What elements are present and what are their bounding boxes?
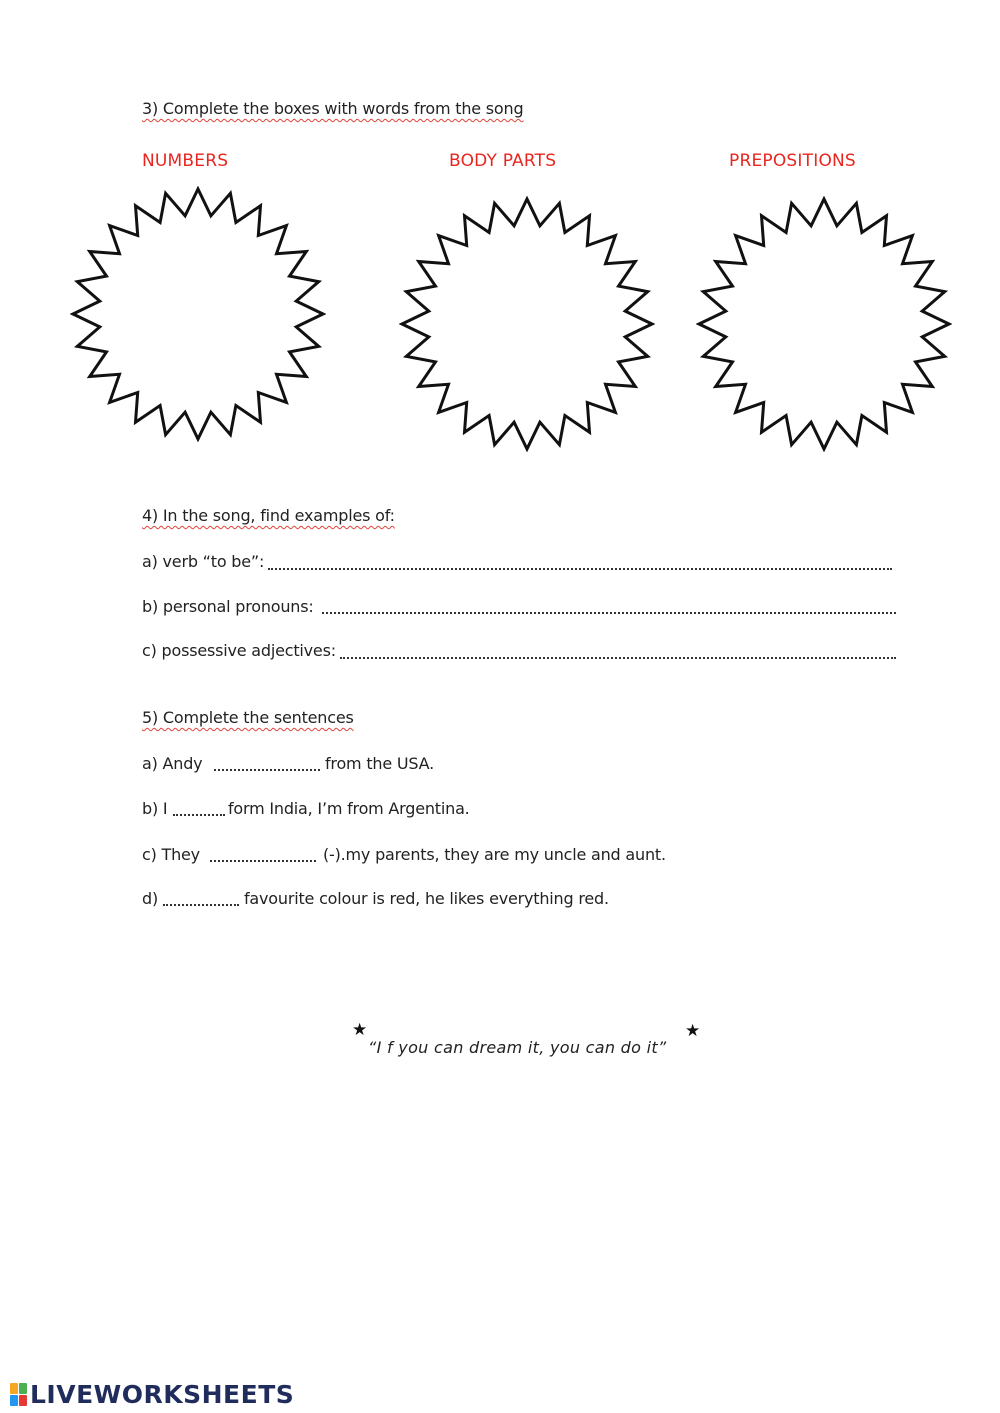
sentence-d-suffix: favourite colour is red, he likes everything red. [244, 889, 609, 908]
motivational-quote: “I f you can dream it, you can do it” [368, 1038, 667, 1057]
possessive-adjectives-answer-line[interactable] [340, 657, 896, 659]
sentence-a-suffix: from the USA. [325, 754, 434, 773]
section-5-title: 5) Complete the sentences [142, 708, 354, 727]
sentence-a-prefix: a) Andy [142, 754, 203, 773]
item-possessive-adjectives-label: c) possessive adjectives: [142, 641, 336, 660]
category-prepositions-label: PREPOSITIONS [729, 151, 856, 171]
item-verb-to-be-label: a) verb “to be”: [142, 552, 265, 571]
category-body-parts-label: BODY PARTS [449, 151, 557, 171]
sentence-a-blank[interactable] [214, 769, 320, 771]
sentence-c-suffix: (-).my parents, they are my uncle and aunt. [323, 845, 666, 864]
sentence-b-suffix: form India, I’m from Argentina. [228, 799, 470, 818]
starburst-outline [73, 189, 323, 439]
body-parts-answer-box[interactable] [399, 196, 655, 452]
sentence-c-blank[interactable] [210, 860, 316, 862]
section-3-title: 3) Complete the boxes with words from the song [142, 99, 524, 118]
prepositions-answer-box[interactable] [696, 196, 952, 452]
section-4-title: 4) In the song, find examples of: [142, 506, 395, 525]
category-numbers-label: NUMBERS [142, 151, 229, 171]
sentence-d-prefix: d) [142, 889, 158, 908]
liveworksheets-brand-text: LIVEWORKSHEETS [30, 1380, 295, 1409]
item-personal-pronouns-label: b) personal pronouns: [142, 597, 314, 616]
starburst-outline [699, 199, 949, 449]
sentence-b-prefix: b) I [142, 799, 168, 818]
quote-right-star-icon: ★ [685, 1021, 701, 1041]
quote-left-star-icon: ★ [352, 1020, 368, 1040]
liveworksheets-logo [10, 1380, 294, 1409]
verb-to-be-answer-line[interactable] [268, 568, 892, 570]
personal-pronouns-answer-line[interactable] [322, 612, 896, 614]
sentence-b-blank[interactable] [173, 814, 225, 816]
numbers-answer-box[interactable] [70, 186, 326, 442]
liveworksheets-logo-icon [10, 1383, 27, 1406]
starburst-outline [402, 199, 652, 449]
sentence-c-prefix: c) They [142, 845, 200, 864]
sentence-d-blank[interactable] [163, 904, 239, 906]
